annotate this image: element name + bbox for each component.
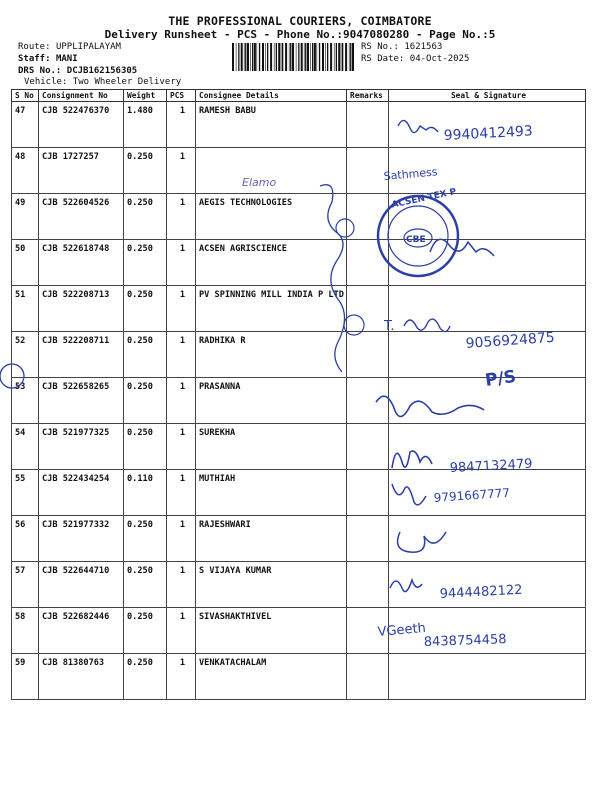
barcode-bar xyxy=(345,43,347,71)
cell-pcs: 1 xyxy=(167,148,196,194)
table-row xyxy=(12,332,586,378)
barcode-bar xyxy=(241,43,243,71)
col-signature: Seal & Signature xyxy=(389,90,586,102)
cell-consignment: CJB 522682446 xyxy=(39,608,124,654)
vehicle-line xyxy=(24,77,181,88)
cell-consignee: S VIJAYA KUMAR xyxy=(196,562,347,608)
barcode-bar xyxy=(267,43,268,71)
barcode-bar xyxy=(334,43,335,71)
barcode-bar xyxy=(349,43,350,71)
phone-row58: 9444482122 xyxy=(439,582,523,602)
barcode-bar xyxy=(350,43,351,71)
cell-consignment: CJB 522434254 xyxy=(39,470,124,516)
rs-date-label: RS Date: xyxy=(361,54,405,64)
table-row xyxy=(12,102,586,148)
cell-signature xyxy=(389,378,586,424)
table-row xyxy=(12,516,586,562)
staff-line xyxy=(18,54,78,65)
rs-no-value: 1621563 xyxy=(404,42,443,52)
initials-row53: P/S xyxy=(483,366,518,391)
cell-remarks xyxy=(347,424,389,470)
barcode-bar xyxy=(314,43,316,71)
cell-consignment: CJB 522658265 xyxy=(39,378,124,424)
cell-consignment: CJB 521977325 xyxy=(39,424,124,470)
cell-sno: 57 xyxy=(12,562,39,608)
cell-consignee: AEGIS TECHNOLOGIES xyxy=(196,194,347,240)
rs-date-value: 04-Oct-2025 xyxy=(409,54,470,64)
table-row xyxy=(12,608,586,654)
cell-sno: 48 xyxy=(12,148,39,194)
cell-weight: 0.110 xyxy=(124,470,167,516)
cell-sno: 49 xyxy=(12,194,39,240)
table-row xyxy=(12,424,586,470)
cell-weight: 0.250 xyxy=(124,194,167,240)
cell-weight: 1.480 xyxy=(124,102,167,148)
cell-remarks xyxy=(347,194,389,240)
cell-consignee: VENKATACHALAM xyxy=(196,654,347,700)
col-consignee: Consignee Details xyxy=(196,90,347,102)
barcode-bar xyxy=(259,43,260,71)
barcode-bar xyxy=(330,43,332,71)
route-line xyxy=(18,42,121,53)
barcode-bar xyxy=(262,43,264,71)
cell-consignee: SIVASHAKTHIVEL xyxy=(196,608,347,654)
company-title: THE PROFESSIONAL COURIERS, COIMBATORE xyxy=(168,14,432,28)
cell-signature xyxy=(389,148,586,194)
cell-pcs: 1 xyxy=(167,332,196,378)
barcode-bar xyxy=(250,43,251,71)
barcode-bar xyxy=(307,43,309,71)
cell-signature xyxy=(389,562,586,608)
stamp-center-text: CBE xyxy=(406,235,426,245)
cell-consignee: RAMESH BABU xyxy=(196,102,347,148)
staff-value: MANI xyxy=(55,54,78,64)
cell-signature xyxy=(389,329,586,378)
cell-signature xyxy=(389,102,586,148)
cell-consignment: CJB 522618748 xyxy=(39,240,124,286)
cell-remarks xyxy=(347,654,389,700)
barcode-bar xyxy=(322,43,324,71)
cell-consignee: ACSEN AGRISCIENCE xyxy=(196,240,347,286)
rs-date-line xyxy=(361,54,469,65)
cell-pcs: 1 xyxy=(167,608,196,654)
col-remarks: Remarks xyxy=(347,90,389,102)
barcode-bar xyxy=(265,43,266,71)
cell-signature xyxy=(389,240,586,286)
cell-weight: 0.250 xyxy=(124,654,167,700)
barcode-bar xyxy=(281,43,282,71)
barcode-bar xyxy=(304,43,305,71)
cell-consignee xyxy=(196,148,347,194)
barcode-bar xyxy=(254,43,256,71)
barcode-bar xyxy=(352,43,354,71)
barcode-bar xyxy=(319,43,320,71)
cell-signature xyxy=(389,608,586,654)
cell-remarks xyxy=(347,516,389,562)
table-row xyxy=(12,654,586,700)
cell-sno: 51 xyxy=(12,286,39,332)
cell-signature xyxy=(389,286,586,332)
barcode xyxy=(232,43,354,71)
cell-pcs: 1 xyxy=(167,654,196,700)
cell-remarks xyxy=(347,562,389,608)
cell-pcs: 1 xyxy=(167,378,196,424)
barcode-bar xyxy=(336,43,337,71)
table-header-row xyxy=(12,90,586,102)
cell-weight: 0.250 xyxy=(124,562,167,608)
cell-pcs: 1 xyxy=(167,516,196,562)
cell-consignee: RAJESHWARI xyxy=(196,516,347,562)
table-row xyxy=(12,562,586,608)
cell-consignee: SUREKHA xyxy=(196,424,347,470)
barcode-bar xyxy=(317,43,318,71)
cell-remarks xyxy=(347,240,389,286)
drs-line xyxy=(18,66,137,77)
drs-value: DCJB162156305 xyxy=(66,66,138,76)
cell-consignment: CJB 1727257 xyxy=(39,148,124,194)
barcode-bar xyxy=(341,43,342,71)
table-row xyxy=(12,194,586,240)
barcode-bar xyxy=(238,43,239,71)
name-row59: VGeeth xyxy=(377,620,427,640)
barcode-bar xyxy=(342,43,343,71)
cell-weight: 0.250 xyxy=(124,608,167,654)
barcode-bar xyxy=(301,43,303,71)
runsheet-subtitle: Delivery Runsheet - PCS - Phone No.:9047080280 - Page No.:5 xyxy=(104,28,496,41)
table-row xyxy=(12,148,586,194)
cell-pcs: 1 xyxy=(167,102,196,148)
cell-consignee: MUTHIAH xyxy=(196,470,347,516)
barcode-bar xyxy=(278,43,280,71)
rs-no-label: RS No.: xyxy=(361,42,399,52)
barcode-bar xyxy=(296,43,297,71)
cell-consignment: CJB 522604526 xyxy=(39,194,124,240)
cell-sno: 54 xyxy=(12,424,39,470)
barcode-bar xyxy=(232,43,234,71)
cell-sno: 52 xyxy=(12,332,39,378)
barcode-bar xyxy=(276,43,277,71)
cell-signature xyxy=(389,194,586,240)
cell-weight: 0.250 xyxy=(124,332,167,378)
cell-sno: 56 xyxy=(12,516,39,562)
name-row52: T. xyxy=(384,319,395,334)
cell-signature xyxy=(389,516,586,562)
barcode-bar xyxy=(298,43,299,71)
phone-row59: 8438754458 xyxy=(423,632,507,650)
cell-sno: 58 xyxy=(12,608,39,654)
cell-consignment: CJB 81380763 xyxy=(39,654,124,700)
cell-sno: 50 xyxy=(12,240,39,286)
barcode-bar xyxy=(338,43,340,71)
cell-pcs: 1 xyxy=(167,424,196,470)
rs-no-line xyxy=(361,42,442,53)
staff-label: Staff: xyxy=(18,54,51,64)
cell-pcs: 1 xyxy=(167,562,196,608)
col-consignment: Consignment No xyxy=(39,90,124,102)
name-row48: Sathmess xyxy=(383,165,439,183)
cell-remarks xyxy=(347,332,389,378)
cell-signature xyxy=(389,424,586,470)
cell-consignee: PRASANNA xyxy=(196,378,347,424)
barcode-bar xyxy=(257,43,258,71)
cell-pcs: 1 xyxy=(167,240,196,286)
barcode-bar xyxy=(327,43,328,71)
barcode-bar xyxy=(244,43,245,71)
delivery-table xyxy=(11,89,586,700)
cell-weight: 0.250 xyxy=(124,240,167,286)
col-sno: S No xyxy=(12,90,39,102)
cell-consignee: RADHIKA R xyxy=(196,332,347,378)
phone-row56: 9791667777 xyxy=(433,485,511,505)
cell-remarks xyxy=(347,286,389,332)
cell-remarks xyxy=(347,148,389,194)
barcode-bar xyxy=(292,43,294,71)
col-pcs: PCS xyxy=(167,90,196,102)
name-row49: Elamo xyxy=(242,176,277,189)
col-weight: Weight xyxy=(124,90,167,102)
cell-weight: 0.250 xyxy=(124,378,167,424)
route-label: Route: xyxy=(18,42,51,52)
barcode-bar xyxy=(236,43,237,71)
cell-remarks xyxy=(347,470,389,516)
cell-pcs: 1 xyxy=(167,286,196,332)
vehicle-label: Vehicle: xyxy=(24,77,68,87)
cell-consignee: PV SPINNING MILL INDIA P LTD xyxy=(196,286,347,332)
stamp-ring-text: ACSEN TEX P xyxy=(390,187,458,211)
cell-weight: 0.250 xyxy=(124,424,167,470)
phone-row47: 9940412493 xyxy=(443,123,534,144)
cell-weight: 0.250 xyxy=(124,148,167,194)
table-row xyxy=(12,470,586,516)
phone-row55: 9847132479 xyxy=(449,456,533,476)
drs-label: DRS No.: xyxy=(18,66,62,76)
cell-consignment: CJB 522208711 xyxy=(39,332,124,378)
barcode-bar xyxy=(290,43,291,71)
cell-remarks xyxy=(347,378,389,424)
vehicle-value: Two Wheeler Delivery xyxy=(72,77,182,87)
phone-row52: 9056924875 xyxy=(465,329,556,352)
cell-signature xyxy=(389,654,586,700)
barcode-bar xyxy=(310,43,311,71)
barcode-bar xyxy=(285,43,287,71)
cell-consignment: CJB 522644710 xyxy=(39,562,124,608)
cell-remarks xyxy=(347,102,389,148)
cell-weight: 0.250 xyxy=(124,516,167,562)
cell-pcs: 1 xyxy=(167,194,196,240)
barcode-bar xyxy=(305,43,306,71)
cell-sno: 47 xyxy=(12,102,39,148)
cell-sno: 55 xyxy=(12,470,39,516)
barcode-bar xyxy=(289,43,290,71)
table-row xyxy=(12,378,586,424)
barcode-bar xyxy=(282,43,283,71)
cell-sno: 53 xyxy=(12,378,39,424)
cell-signature xyxy=(389,470,586,516)
cell-consignment: CJB 522208713 xyxy=(39,286,124,332)
table-row xyxy=(12,240,586,286)
barcode-bar xyxy=(245,43,246,71)
route-value: UPPLIPALAYAM xyxy=(55,42,121,52)
barcode-bar xyxy=(274,43,275,71)
barcode-bar xyxy=(312,43,313,71)
table-row xyxy=(12,286,586,332)
barcode-bar xyxy=(247,43,249,71)
cell-consignment: CJB 521977332 xyxy=(39,516,124,562)
cell-pcs: 1 xyxy=(167,470,196,516)
cell-sno: 59 xyxy=(12,654,39,700)
table-body xyxy=(12,102,586,700)
barcode-bar xyxy=(270,43,272,71)
cell-weight: 0.250 xyxy=(124,286,167,332)
barcode-bar xyxy=(325,43,326,71)
barcode-bar xyxy=(252,43,253,71)
cell-remarks xyxy=(347,608,389,654)
cell-consignment: CJB 522476370 xyxy=(39,102,124,148)
